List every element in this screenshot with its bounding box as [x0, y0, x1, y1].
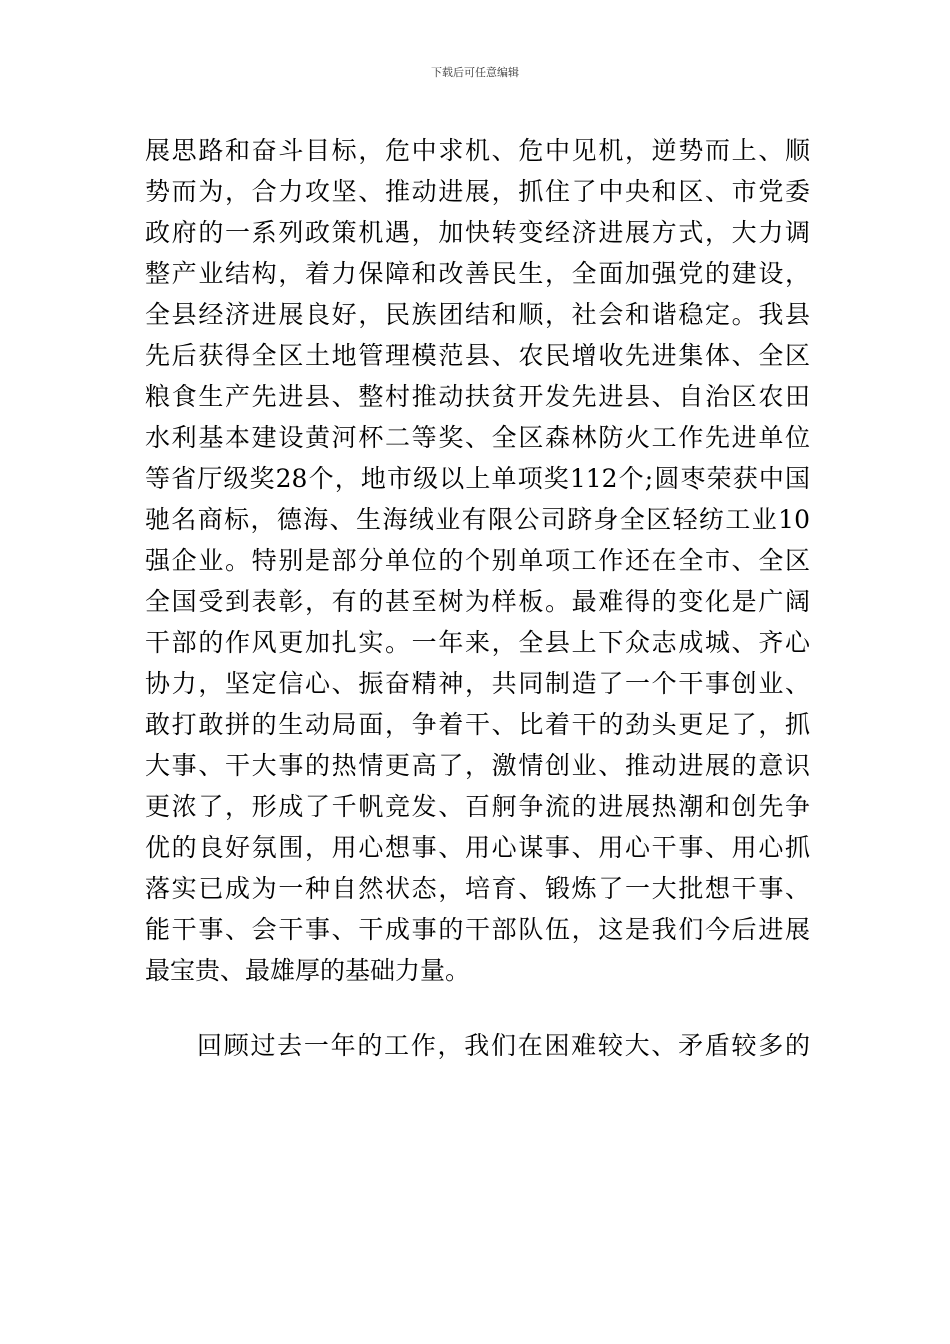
text-line-indented: 回顾过去一年的工作，我们在困难较大、矛盾较多的 [197, 1031, 810, 1060]
text-line: 协力，坚定信心、振奋精神，共同制造了一个干事创业、 [145, 669, 810, 698]
paragraph-1 [145, 130, 810, 991]
text-line: 能干事、会干事、干成事的干部队伍，这是我们今后进展 [145, 915, 810, 944]
text-line: 展思路和奋斗目标，危中求机、危中见机，逆势而上、顺 [145, 136, 810, 165]
text-line: 等省厅级奖28个，地市级以上单项奖112个;圆枣荣获中国 [145, 464, 810, 493]
text-line: 强企业。特别是部分单位的个别单项工作还在全市、全区 [145, 546, 810, 575]
text-line: 更浓了，形成了千帆竞发、百舸争流的进展热潮和创先争 [145, 792, 810, 821]
text-line: 先后获得全区土地管理模范县、农民增收先进集体、全区 [145, 341, 810, 370]
text-line: 敢打敢拼的生动局面，争着干、比着干的劲头更足了，抓 [145, 710, 810, 739]
text-line: 政府的一系列政策机遇，加快转变经济进展方式，大力调 [145, 218, 810, 247]
text-line-last: 最宝贵、最雄厚的基础力量。 [145, 956, 471, 985]
text-line: 整产业结构，着力保障和改善民生，全面加强党的建设， [145, 259, 810, 288]
text-line: 驰名商标，德海、生海绒业有限公司跻身全区轻纺工业10 [145, 505, 810, 534]
page-header-note: 下载后可任意编辑 [431, 66, 519, 79]
text-line: 势而为，合力攻坚、推动进展，抓住了中央和区、市党委 [145, 177, 810, 206]
text-line: 大事、干大事的热情更高了，激情创业、推动进展的意识 [145, 751, 810, 780]
text-line: 全县经济进展良好，民族团结和顺，社会和谐稳定。我县 [145, 300, 810, 329]
paragraph-gap [145, 991, 810, 1025]
body-text [145, 130, 810, 1066]
text-line: 粮食生产先进县、整村推动扶贫开发先进县、自治区农田 [145, 382, 810, 411]
text-line: 全国受到表彰，有的甚至树为样板。最难得的变化是广阔 [145, 587, 810, 616]
text-line: 干部的作风更加扎实。一年来，全县上下众志成城、齐心 [145, 628, 810, 657]
text-line: 落实已成为一种自然状态，培育、锻炼了一大批想干事、 [145, 874, 810, 903]
text-line: 水利基本建设黄河杯二等奖、全区森林防火工作先进单位 [145, 423, 810, 452]
paragraph-2 [145, 1025, 810, 1066]
text-line: 优的良好氛围，用心想事、用心谋事、用心干事、用心抓 [145, 833, 810, 862]
